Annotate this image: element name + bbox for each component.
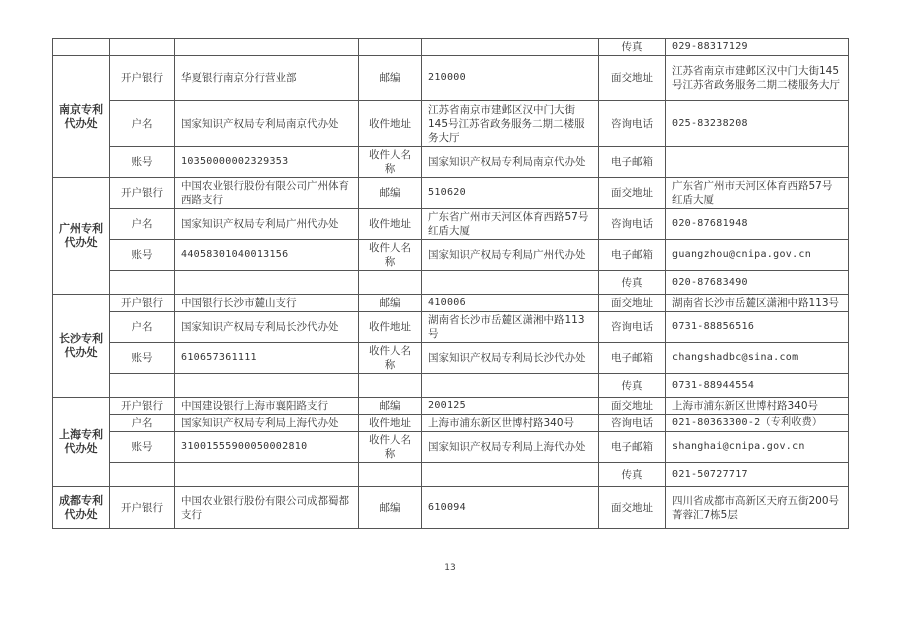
office-name-guangzhou: 广州专利代办处 [53,178,110,295]
recv-address-label: 收件地址 [359,312,422,343]
recv-name-label: 收件人名称 [359,432,422,463]
email-label: 电子邮箱 [599,343,666,374]
table-row [53,56,849,101]
fax-value: 020-87683490 [666,271,849,295]
phone-value: 021-80363300-2（专利收费） [666,415,849,432]
table-row [53,178,849,209]
table-row [53,295,849,312]
table-row [53,463,849,487]
recv-name-value: 国家知识产权局专利局南京代办处 [422,147,599,178]
fee-account-table [52,38,849,529]
phone-value: 0731-88856516 [666,312,849,343]
recv-name-label: 收件人名称 [359,343,422,374]
recv-address-label: 收件地址 [359,209,422,240]
phone-label: 咨询电话 [599,209,666,240]
table-row [53,487,849,529]
account-name-value: 国家知识产权局专利局南京代办处 [175,101,359,147]
bank-label: 开户银行 [110,295,175,312]
page-number: 13 [444,563,456,573]
postcode-label: 邮编 [359,56,422,101]
email-value [666,147,849,178]
recv-address-label: 收件地址 [359,101,422,147]
submit-address-value: 广东省广州市天河区体育西路57号红盾大厦 [666,178,849,209]
submit-address-value: 江苏省南京市建邺区汉中门大街145号江苏省政务服务二期二楼服务大厅 [666,56,849,101]
phone-value: 020-87681948 [666,209,849,240]
submit-address-label: 面交地址 [599,178,666,209]
recv-name-label: 收件人名称 [359,240,422,271]
account-no-value: 10350000002329353 [175,147,359,178]
postcode-label: 邮编 [359,398,422,415]
postcode-value: 510620 [422,178,599,209]
bank-value: 中国农业银行股份有限公司成都蜀都支行 [175,487,359,529]
postcode-label: 邮编 [359,178,422,209]
account-name-label: 户名 [110,101,175,147]
postcode-value: 610094 [422,487,599,529]
account-no-value: 610657361111 [175,343,359,374]
recv-name-value: 国家知识产权局专利局广州代办处 [422,240,599,271]
recv-name-value: 国家知识产权局专利局长沙代办处 [422,343,599,374]
table-row [53,147,849,178]
table-row [53,312,849,343]
recv-address-value: 广东省广州市天河区体育西路57号红盾大厦 [422,209,599,240]
office-name-nanjing: 南京专利代办处 [53,56,110,178]
bank-label: 开户银行 [110,56,175,101]
fax-label: 传真 [599,271,666,295]
fax-label: 传真 [599,374,666,398]
account-name-value: 国家知识产权局专利局上海代办处 [175,415,359,432]
phone-value: 025-83238208 [666,101,849,147]
fax-label: 传真 [599,39,666,56]
recv-address-value: 湖南省长沙市岳麓区潇湘中路113号 [422,312,599,343]
bank-label: 开户银行 [110,398,175,415]
account-no-value: 31001555900050002810 [175,432,359,463]
table-row [53,398,849,415]
table-row [53,374,849,398]
email-label: 电子邮箱 [599,432,666,463]
account-name-label: 户名 [110,415,175,432]
postcode-label: 邮编 [359,295,422,312]
postcode-value: 200125 [422,398,599,415]
account-name-value: 国家知识产权局专利局长沙代办处 [175,312,359,343]
account-no-label: 账号 [110,432,175,463]
table-row [53,343,849,374]
postcode-value: 410006 [422,295,599,312]
bank-value: 中国农业银行股份有限公司广州体育西路支行 [175,178,359,209]
email-label: 电子邮箱 [599,240,666,271]
fax-value: 029-88317129 [666,39,849,56]
phone-label: 咨询电话 [599,312,666,343]
office-name-chengdu: 成都专利代办处 [53,487,110,529]
phone-label: 咨询电话 [599,101,666,147]
account-name-label: 户名 [110,312,175,343]
submit-address-value: 上海市浦东新区世博村路340号 [666,398,849,415]
submit-address-value: 四川省成都市高新区天府五街200号菁蓉汇7栋5层 [666,487,849,529]
email-value: changshadbc@sina.com [666,343,849,374]
table-row [53,39,849,56]
phone-label: 咨询电话 [599,415,666,432]
recv-name-label: 收件人名称 [359,147,422,178]
table-row [53,271,849,295]
office-name-shanghai: 上海专利代办处 [53,398,110,487]
submit-address-label: 面交地址 [599,295,666,312]
recv-address-label: 收件地址 [359,415,422,432]
account-name-value: 国家知识产权局专利局广州代办处 [175,209,359,240]
table-row [53,209,849,240]
postcode-value: 210000 [422,56,599,101]
submit-address-label: 面交地址 [599,56,666,101]
recv-name-value: 国家知识产权局专利局上海代办处 [422,432,599,463]
email-label: 电子邮箱 [599,147,666,178]
account-no-label: 账号 [110,343,175,374]
fax-value: 0731-88944554 [666,374,849,398]
table-row [53,101,849,147]
account-no-value: 44058301040013156 [175,240,359,271]
account-name-label: 户名 [110,209,175,240]
email-value: shanghai@cnipa.gov.cn [666,432,849,463]
email-value: guangzhou@cnipa.gov.cn [666,240,849,271]
table-row [53,432,849,463]
bank-label: 开户银行 [110,487,175,529]
bank-value: 中国建设银行上海市襄阳路支行 [175,398,359,415]
submit-address-value: 湖南省长沙市岳麓区潇湘中路113号 [666,295,849,312]
fax-label: 传真 [599,463,666,487]
account-no-label: 账号 [110,147,175,178]
office-name-changsha: 长沙专利代办处 [53,295,110,398]
postcode-label: 邮编 [359,487,422,529]
fax-value: 021-50727717 [666,463,849,487]
account-no-label: 账号 [110,240,175,271]
recv-address-value: 上海市浦东新区世博村路340号 [422,415,599,432]
recv-address-value: 江苏省南京市建邺区汉中门大街145号江苏省政务服务二期二楼服务大厅 [422,101,599,147]
table-row [53,240,849,271]
bank-value: 中国银行长沙市麓山支行 [175,295,359,312]
bank-value: 华夏银行南京分行营业部 [175,56,359,101]
table-row [53,415,849,432]
submit-address-label: 面交地址 [599,487,666,529]
submit-address-label: 面交地址 [599,398,666,415]
bank-label: 开户银行 [110,178,175,209]
